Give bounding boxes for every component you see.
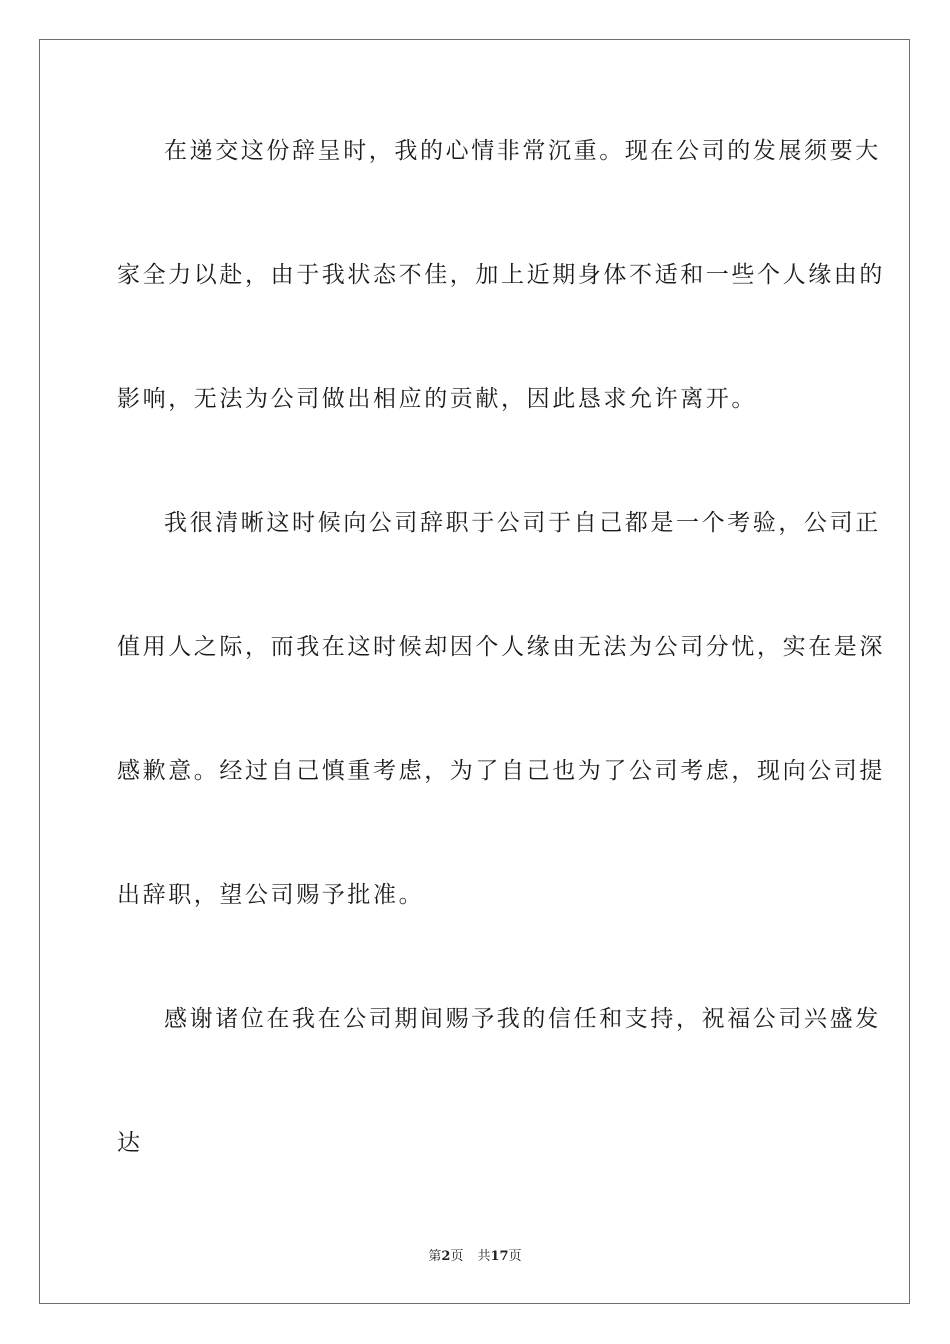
paragraph-2-line-4: 出辞职，望公司赐予批准。 bbox=[117, 882, 425, 908]
paragraph-2-line-2: 值用人之际，而我在这时候却因个人缘由无法为公司分忧，实在是深 bbox=[117, 634, 885, 660]
paragraph-3-line-1: 感谢诸位在我在公司期间赐予我的信任和支持，祝福公司兴盛发 bbox=[164, 1006, 881, 1032]
page-footer bbox=[0, 1248, 950, 1266]
paragraph-3-line-2: 达 bbox=[117, 1130, 143, 1156]
total-pages: 17 bbox=[490, 1249, 509, 1264]
total-suffix: 页 bbox=[508, 1249, 522, 1264]
page-suffix: 页 bbox=[450, 1249, 464, 1264]
paragraph-2-line-3: 感歉意。经过自己慎重考虑，为了自己也为了公司考虑，现向公司提 bbox=[117, 758, 885, 784]
page-number: 2 bbox=[441, 1249, 451, 1264]
page-prefix: 第 bbox=[428, 1249, 442, 1264]
paragraph-1-line-2: 家全力以赴，由于我状态不佳，加上近期身体不适和一些个人缘由的 bbox=[117, 262, 885, 288]
paragraph-1-line-3: 影响，无法为公司做出相应的贡献，因此恳求允许离开。 bbox=[117, 386, 757, 412]
paragraph-2-line-1: 我很清晰这时候向公司辞职于公司于自己都是一个考验，公司正 bbox=[164, 510, 881, 536]
total-prefix: 共 bbox=[477, 1249, 491, 1264]
page-border bbox=[39, 39, 910, 1304]
paragraph-1-line-1: 在递交这份辞呈时，我的心情非常沉重。现在公司的发展须要大 bbox=[164, 138, 881, 164]
